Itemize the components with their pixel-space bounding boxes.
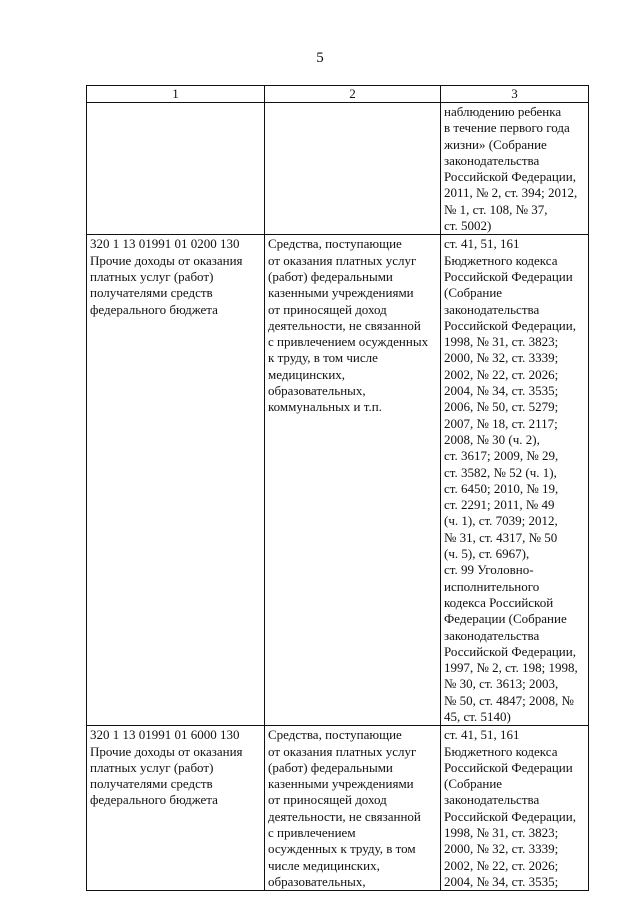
cell-text-line: с привлечением xyxy=(268,825,356,841)
cell-text-line: Российской Федерации xyxy=(444,268,573,284)
cell-text-line: Бюджетного кодекса xyxy=(444,743,558,759)
cell-text-line: Бюджетного кодекса xyxy=(444,252,558,268)
cell-text-line: 2000, № 32, ст. 3339; xyxy=(444,350,559,366)
cell-text-line: 320 1 13 01991 01 0200 130 xyxy=(90,236,240,252)
cell-text-line: Российской Федерации, xyxy=(444,808,576,824)
cell-text-line: 2007, № 18, ст. 2117; xyxy=(444,415,558,431)
cell-text-line: 2006, № 50, ст. 5279; xyxy=(444,399,559,415)
column-header-1: 1 xyxy=(87,86,265,103)
cell-text-line: Средства, поступающие xyxy=(268,236,402,252)
cell-text-line: с привлечением осужденных xyxy=(268,334,429,350)
cell-text-line: 45, ст. 5140) xyxy=(444,708,511,724)
cell-text-line: (Собрание xyxy=(444,776,503,792)
cell-text-line: образовательных, xyxy=(268,873,366,889)
code-and-name-cell xyxy=(87,235,265,726)
cell-text-line: коммунальных и т.п. xyxy=(268,399,382,415)
cell-text-line: 1998, № 31, ст. 3823; xyxy=(444,825,559,841)
table-row xyxy=(87,103,589,235)
cell-text-line: от оказания платных услуг xyxy=(268,252,417,268)
cell-text-line: № 1, ст. 108, № 37, xyxy=(444,201,548,217)
page-number: 5 xyxy=(316,50,324,66)
cell-text-line: 2004, № 34, ст. 3535; xyxy=(444,383,559,399)
cell-text-line: законодательства xyxy=(444,627,540,643)
cell-text-line: законодательства xyxy=(444,792,540,808)
cell-text-line: Российской Федерации, xyxy=(444,317,576,333)
cell-text-line: Федерации (Собрание xyxy=(444,611,567,627)
cell-text-line: казенными учреждениями xyxy=(268,776,414,792)
table-row xyxy=(87,235,589,726)
cell-text-line: 2002, № 22, ст. 2026; xyxy=(444,366,559,382)
cell-text-line: от оказания платных услуг xyxy=(268,743,417,759)
cell-text-line: 2002, № 22, ст. 2026; xyxy=(444,857,559,873)
cell-text-line: Российской Федерации, xyxy=(444,643,576,659)
column-header-3: 3 xyxy=(441,86,589,103)
description-cell xyxy=(265,726,441,891)
cell-text-line: Российской Федерации xyxy=(444,759,573,775)
cell-text-line: числе медицинских, xyxy=(268,857,380,873)
cell-text-line: 2004, № 34, ст. 3535; xyxy=(444,873,559,889)
cell-text-line: № 30, ст. 3613; 2003, xyxy=(444,676,559,692)
cell-text-line: 2000, № 32, ст. 3339; xyxy=(444,841,559,857)
cell-text-line: (ч. 1), ст. 7039; 2012, xyxy=(444,513,558,529)
cell-text-line: ст. 5002) xyxy=(444,218,492,234)
cell-text-line: Прочие доходы от оказания xyxy=(90,743,243,759)
description-cell xyxy=(265,235,441,726)
legal-basis-cell xyxy=(441,726,589,891)
cell-text-line: наблюдению ребенка xyxy=(444,104,562,119)
document-table xyxy=(86,85,589,891)
cell-text-line: 320 1 13 01991 01 6000 130 xyxy=(90,727,240,743)
table-body xyxy=(87,103,589,891)
cell-text-line: казенными учреждениями xyxy=(268,285,414,301)
table-row xyxy=(87,726,589,891)
cell-text-line: (работ) федеральными xyxy=(268,759,393,775)
cell-text-line: медицинских, xyxy=(268,366,346,382)
cell-text-line: Средства, поступающие xyxy=(268,727,402,743)
cell-text-line: получателями средств xyxy=(90,776,213,792)
cell-text-line: федерального бюджета xyxy=(90,301,218,317)
cell-text-line: 2011, № 2, ст. 394; 2012, xyxy=(444,185,578,201)
cell-text-line: от приносящей доход xyxy=(268,301,387,317)
cell-text-line: законодательства xyxy=(444,152,540,168)
column-header-2: 2 xyxy=(265,86,441,103)
cell-text-line: ст. 99 Уголовно- xyxy=(444,562,534,578)
cell-text-line: к труду, в том числе xyxy=(268,350,378,366)
cell-text-line: ст. 41, 51, 161 xyxy=(444,236,520,252)
table-header-row xyxy=(87,86,589,103)
cell-text-line: (работ) федеральными xyxy=(268,268,393,284)
cell-text-line: в течение первого года xyxy=(444,120,570,136)
cell-text-line: № 50, ст. 4847; 2008, № xyxy=(444,692,574,708)
cell-text-line: ст. 41, 51, 161 xyxy=(444,727,520,743)
cell-text-line: ст. 3617; 2009, № 29, xyxy=(444,448,559,464)
cell-text-line: ст. 3582, № 52 (ч. 1), xyxy=(444,464,557,480)
cell-text-line: 1998, № 31, ст. 3823; xyxy=(444,334,559,350)
cell-text-line: кодекса Российской xyxy=(444,594,554,610)
cell-text-line: Прочие доходы от оказания xyxy=(90,252,243,268)
cell-text-line: федерального бюджета xyxy=(90,792,218,808)
cell-text-line: 2008, № 30 (ч. 2), xyxy=(444,431,540,447)
legal-basis-cell xyxy=(441,103,589,235)
cell-text-line: платных услуг (работ) xyxy=(90,268,214,284)
cell-text-line: исполнительного xyxy=(444,578,540,594)
cell-text-line: ст. 2291; 2011, № 49 xyxy=(444,497,555,513)
cell-text-line: осужденных к труду, в том xyxy=(268,841,416,857)
cell-text-line: получателями средств xyxy=(90,285,213,301)
cell-text-line: от приносящей доход xyxy=(268,792,387,808)
cell-text-line: Российской Федерации, xyxy=(444,169,576,185)
cell-text-line: платных услуг (работ) xyxy=(90,759,214,775)
cell-text-line: деятельности, не связанной xyxy=(268,317,421,333)
description-cell xyxy=(265,103,441,235)
cell-text-line: жизни» (Собрание xyxy=(444,136,547,152)
legal-basis-cell xyxy=(441,235,589,726)
cell-text-line: ст. 6450; 2010, № 19, xyxy=(444,480,559,496)
cell-text-line: образовательных, xyxy=(268,383,366,399)
code-and-name-cell xyxy=(87,103,265,235)
cell-text-line: деятельности, не связанной xyxy=(268,808,421,824)
cell-text-line: (ч. 5), ст. 6967), xyxy=(444,546,530,562)
cell-text-line: 1997, № 2, ст. 198; 1998, xyxy=(444,660,578,676)
cell-text-line: (Собрание xyxy=(444,285,503,301)
code-and-name-cell xyxy=(87,726,265,891)
cell-text-line: № 31, ст. 4317, № 50 xyxy=(444,529,558,545)
cell-text-line: законодательства xyxy=(444,301,540,317)
